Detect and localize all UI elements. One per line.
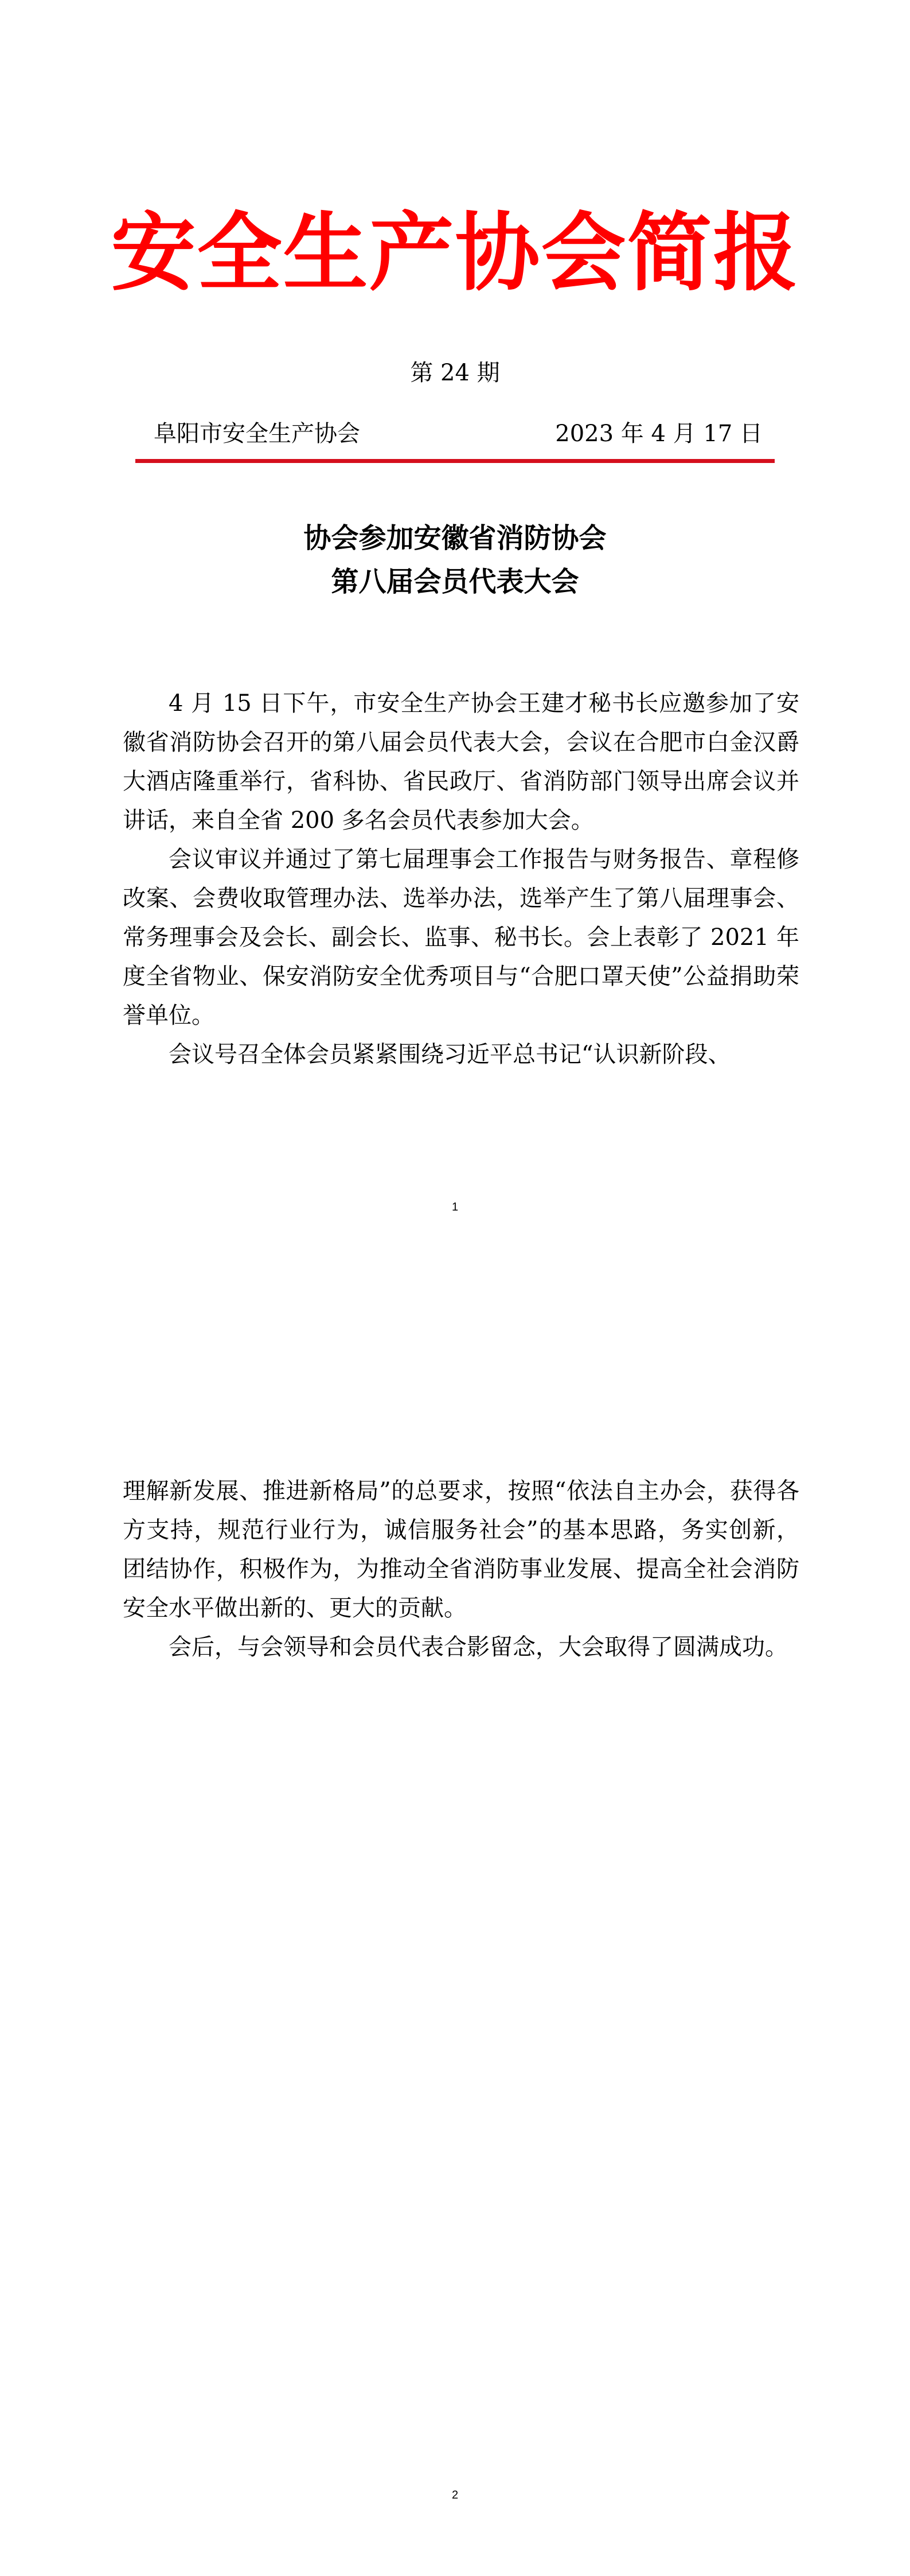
paragraph: 会议审议并通过了第七届理事会工作报告与财务报告、章程修改案、会费收取管理办法、选举办法，选举产生了第八届理事会、常务理事会及会长、副会长、监事、秘书长。会上表彰了 2021 年度全省物业、保安消防安全优秀项目与“合肥口罩天使”公益捐助荣誉单位。 <box>123 846 799 1029</box>
issue-number: 第 24 期 <box>410 360 500 386</box>
article-title-line-2: 第八届会员代表大会 <box>331 566 579 598</box>
article-body-page-2 <box>123 1472 799 1667</box>
page-number: 2 <box>451 2489 459 2501</box>
red-divider-rule <box>135 459 775 463</box>
paragraph-continuation: 理解新发展、推进新格局”的总要求，按照“依法自主办会，获得各方支持，规范行业行为，诚信服务社会”的基本思路，务实创新，团结协作，积极作为，为推动全省消防事业发展、提高全社会消防安全水平做出新的、更大的贡献。 <box>123 1478 799 1621</box>
paragraph: 会议号召全体会员紧紧围绕习近平总书记“认识新阶段、 <box>169 1041 731 1068</box>
article-body-page-1 <box>123 684 799 1074</box>
paragraph: 会后，与会领导和会员代表合影留念，大会取得了圆满成功。 <box>169 1634 788 1660</box>
article-title-line-1: 协会参加安徽省消防协会 <box>303 522 607 554</box>
organization-name: 阜阳市安全生产协会 <box>154 421 360 447</box>
page-2 <box>0 1288 910 2576</box>
paragraph: 4 月 15 日下午，市安全生产协会王建才秘书长应邀参加了安徽省消防协会召开的第八届会员代表大会，会议在合肥市白金汉爵大酒店隆重举行，省科协、省民政厅、省消防部门领导出席会议并讲话，来自全省 200 多名会员代表参加大会。 <box>123 690 799 834</box>
masthead-title: 安全生产协会简报 <box>111 203 799 302</box>
article-title <box>0 516 910 604</box>
page-number: 1 <box>451 1201 459 1213</box>
publication-date: 2023 年 4 月 17 日 <box>555 421 763 447</box>
header-info-row <box>150 418 774 450</box>
